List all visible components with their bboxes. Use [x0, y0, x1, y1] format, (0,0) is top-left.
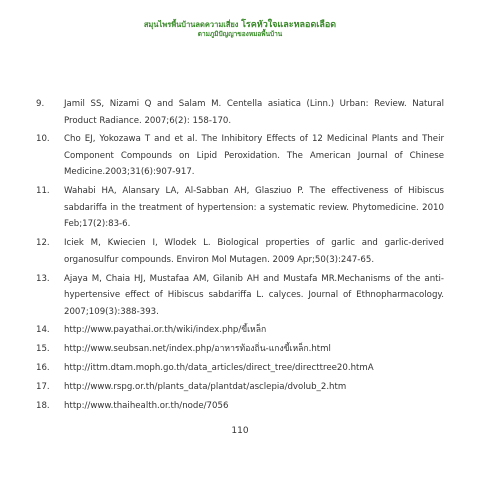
reference-link[interactable]: http://www.payathai.or.th/wiki/index.php/ขี้เหล็ก: [64, 325, 267, 336]
reference-link[interactable]: http://ittm.dtam.moph.go.th/data_articles/direct_tree/directtree20.htmA: [64, 363, 374, 374]
reference-item: [36, 183, 444, 233]
reference-link[interactable]: http://www.thaihealth.or.th/node/7056: [64, 401, 229, 412]
reference-item: [36, 235, 444, 268]
reference-number: 9.: [36, 99, 45, 109]
reference-number: 16.: [36, 363, 50, 374]
reference-number: 12.: [36, 238, 50, 249]
reference-text: Iciek M, Kwiecien I, Wlodek L. Biological properties of garlic and garlic-derived organosulfur compounds. Environ Mol Mutagen. 2009 Apr;50(3):247-65.: [64, 238, 444, 265]
reference-text: Wahabi HA, Alansary LA, Al-Sabban AH, Glasziuo P. The effectiveness of Hibiscus sabdariffa in the treatment of hypertension: a systematic review. Phytomedicine. 2010 Feb;17(2):83-6.: [64, 186, 444, 230]
header-title-line: [0, 20, 480, 30]
header-prefix: สมุนไพรพื้นบ้านลดความเสี่ยง: [143, 20, 239, 29]
page-header: [0, 20, 480, 39]
reference-text: Ajaya M, Chaia HJ, Mustafaa AM, Gilanib AH and Mustafa MR.Mechanisms of the anti-hypertensive effect of Hibiscus sabdariffa L. calyces. Journal of Ethnopharmacology. 2007;109(3):388-393.: [64, 273, 444, 317]
reference-number: 10.: [36, 134, 50, 145]
reference-item: [36, 398, 444, 415]
reference-item: [36, 271, 444, 321]
reference-link[interactable]: http://www.seubsan.net/index.php/อาหารท้องถิ่น-แกงขี้เหล็ก.html: [64, 344, 331, 355]
reference-item: [36, 96, 444, 129]
reference-number: 17.: [36, 382, 50, 393]
reference-text: Jamil SS, Nizami Q and Salam M. Centella asiatica (Linn.) Urban: Review. Natural Product Radiance. 2007;6(2): 158-170.: [64, 99, 444, 126]
reference-item: [36, 360, 444, 377]
reference-link[interactable]: http://www.rspg.or.th/plants_data/plantdat/asclepia/dvolub_2.htm: [64, 382, 347, 393]
reference-item: [36, 341, 444, 358]
page-number: 110: [231, 426, 249, 436]
reference-item: [36, 131, 444, 181]
header-title: โรคหัวใจและหลอดเลือด: [241, 20, 337, 30]
reference-number: 15.: [36, 344, 50, 355]
reference-number: 13.: [36, 273, 50, 284]
reference-list: [36, 96, 444, 417]
reference-item: [36, 322, 444, 339]
reference-item: [36, 379, 444, 396]
reference-text: Cho EJ, Yokozawa T and et al. The Inhibitory Effects of 12 Medicinal Plants and Their Component Compounds on Lipid Peroxidation. The American Journal of Chinese Medicine.2003;31(6):907-917.: [64, 134, 444, 178]
reference-number: 14.: [36, 325, 50, 336]
reference-number: 11.: [36, 186, 50, 197]
header-subtitle: ตามภูมิปัญญาของหมอพื้นบ้าน: [197, 30, 283, 38]
reference-number: 18.: [36, 401, 50, 412]
